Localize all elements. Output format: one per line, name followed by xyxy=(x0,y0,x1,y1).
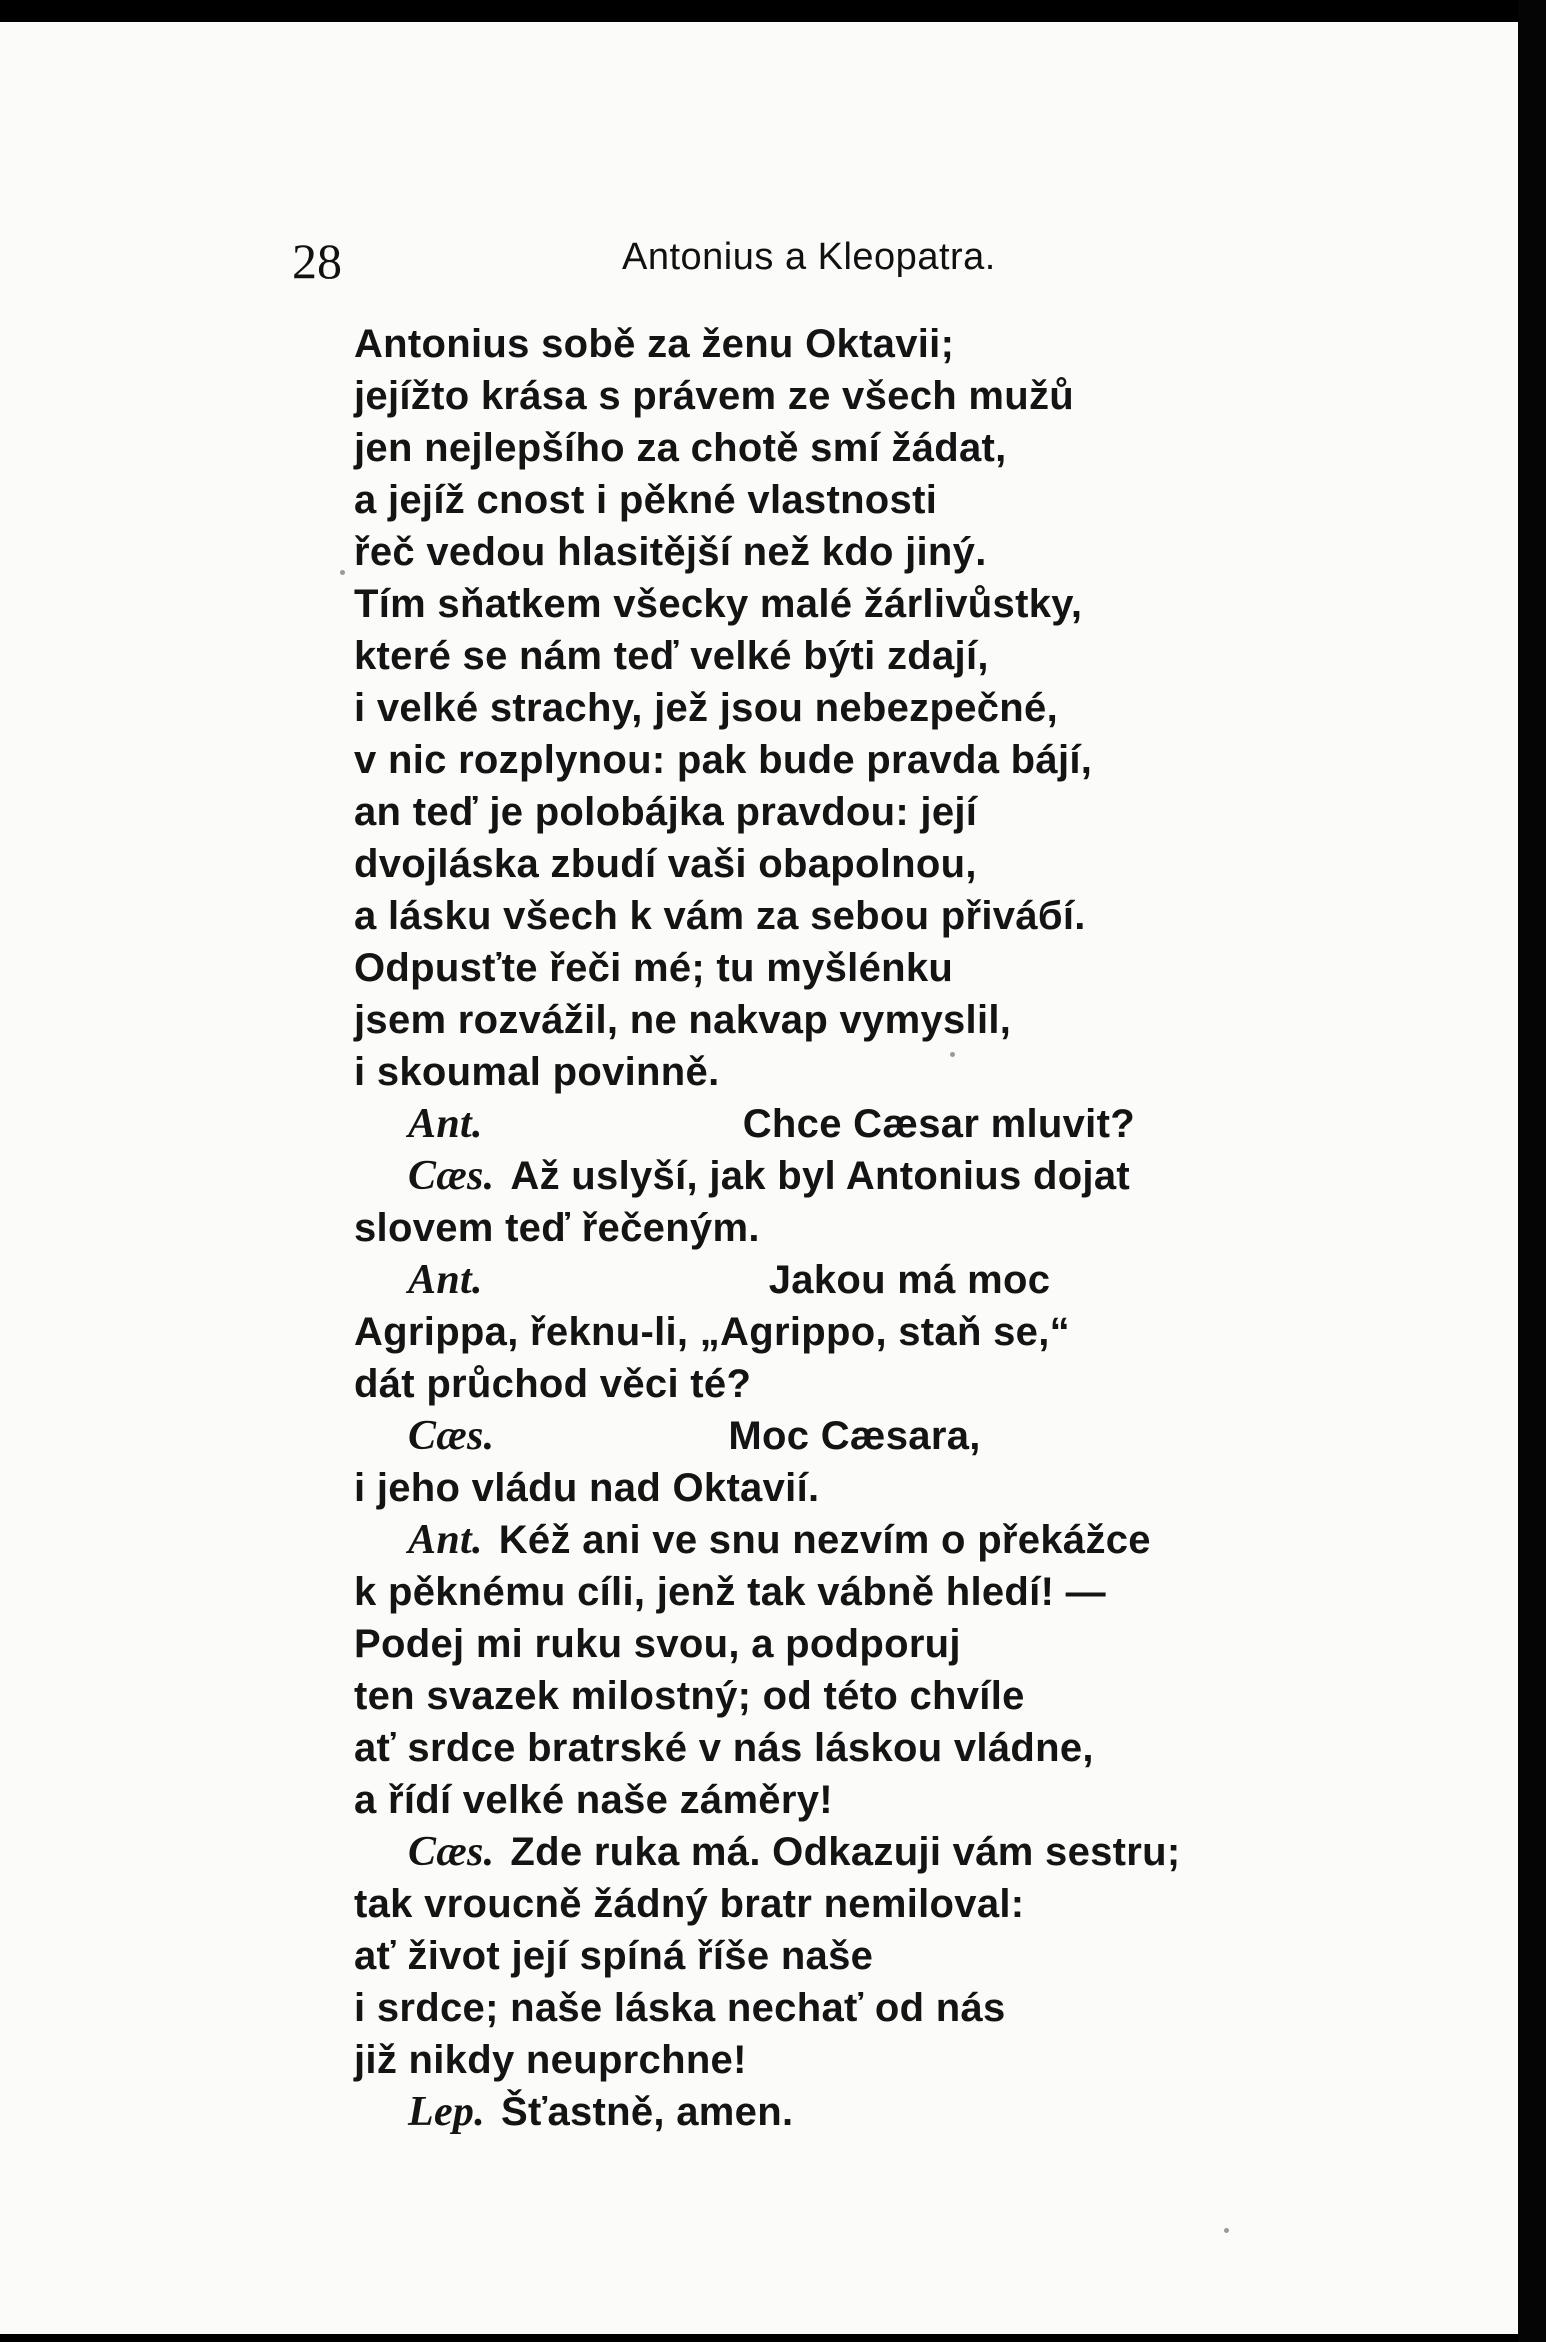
verse-text: Agrippa, řeknu-li, „Agrippo, staň se,“ xyxy=(354,1310,1070,1354)
verse-text: již nikdy neuprchne! xyxy=(354,2038,747,2082)
verse-text: a jejíž cnost i pěkné vlastnosti xyxy=(354,478,938,522)
verse-line xyxy=(354,1566,1254,1618)
verse-text: an teď je polobájka pravdou: její xyxy=(354,790,978,834)
verse-line xyxy=(354,578,1254,630)
verse-text: i srdce; naše láska nechať od nás xyxy=(354,1986,1006,2030)
verse-text: Šťastně, amen. xyxy=(501,2090,794,2134)
verse-text: jen nejlepšího za chotě smí žádat, xyxy=(354,426,1007,470)
verse-body xyxy=(354,318,1254,2138)
verse-text: ten svazek milostný; od této chvíle xyxy=(354,1674,1025,1718)
verse-text: řeč vedou hlasitější než kdo jiný. xyxy=(354,530,987,574)
verse-line xyxy=(354,1358,1254,1410)
speaker-name: Lep. xyxy=(408,2089,485,2135)
verse-line xyxy=(354,1254,1254,1306)
verse-line xyxy=(354,942,1254,994)
verse-text: tak vroucně žádný bratr nemiloval: xyxy=(354,1882,1025,1926)
verse-text: Odpusťte řeči mé; tu myšlénku xyxy=(354,946,954,990)
verse-text: jsem rozvážil, ne nakvap vymyslil, xyxy=(354,998,1012,1042)
speaker-name: Cæs. xyxy=(408,1153,495,1199)
verse-line xyxy=(354,2086,1254,2138)
verse-text: i velké strachy, jež jsou nebezpečné, xyxy=(354,686,1058,730)
verse-line xyxy=(354,1462,1254,1514)
verse-line xyxy=(354,1514,1254,1566)
verse-line xyxy=(354,630,1254,682)
verse-line xyxy=(354,1826,1254,1878)
ink-speck xyxy=(1224,2228,1229,2233)
verse-text: Antonius sobě za ženu Oktavii; xyxy=(354,322,955,366)
verse-text: i skoumal povinně. xyxy=(354,1050,720,1094)
scan-top-border xyxy=(0,0,1546,22)
verse-line xyxy=(354,318,1254,370)
verse-line xyxy=(354,1306,1254,1358)
verse-text: dát průchod věci té? xyxy=(354,1362,752,1406)
speaker-name: Cæs. xyxy=(408,1413,495,1459)
verse-text: jejížto krása s právem ze všech mužů xyxy=(354,374,1075,418)
verse-text: dvojláska zbudí vaši obapolnou, xyxy=(354,842,977,886)
running-title: Antonius a Kleopatra. xyxy=(622,236,996,278)
verse-text: Podej mi ruku svou, a podporuj xyxy=(354,1622,961,1666)
verse-text: k pěknému cíli, jenž tak vábně hledí! — xyxy=(354,1570,1106,1614)
verse-line xyxy=(354,1618,1254,1670)
verse-line xyxy=(354,526,1254,578)
verse-text: Chce Cæsar mluvit? xyxy=(742,1102,1135,1146)
verse-line xyxy=(354,1722,1254,1774)
verse-line xyxy=(354,1878,1254,1930)
verse-text: Kéž ani ve snu nezvím o překážce xyxy=(498,1518,1151,1562)
verse-line xyxy=(354,1410,1254,1462)
verse-line xyxy=(354,1202,1254,1254)
verse-line xyxy=(354,1150,1254,1202)
speaker-name: Ant. xyxy=(408,1517,483,1563)
verse-line xyxy=(354,2034,1254,2086)
verse-text: a lásku všech k vám za sebou přiváбí. xyxy=(354,894,1086,938)
verse-text: Jakou má moc xyxy=(768,1258,1051,1302)
verse-line xyxy=(354,838,1254,890)
verse-line xyxy=(354,890,1254,942)
verse-text: Tím sňatkem všecky malé žárlivůstky, xyxy=(354,582,1083,626)
verse-text: v nic rozplynou: pak bude pravda bájí, xyxy=(354,738,1093,782)
scan-right-border xyxy=(1518,0,1546,2342)
verse-text: i jeho vládu nad Oktavií. xyxy=(354,1466,820,1510)
verse-line xyxy=(354,1930,1254,1982)
ink-speck xyxy=(950,1052,955,1057)
verse-text: které se nám teď velké býti zdají, xyxy=(354,634,989,678)
verse-line xyxy=(354,422,1254,474)
verse-line xyxy=(354,1774,1254,1826)
page-header xyxy=(292,232,1052,292)
speaker-name: Ant. xyxy=(408,1101,483,1147)
verse-text: Až uslyší, jak byl Antonius dojat xyxy=(510,1154,1131,1198)
verse-line xyxy=(354,1098,1254,1150)
verse-line xyxy=(354,370,1254,422)
verse-line xyxy=(354,1670,1254,1722)
verse-line xyxy=(354,734,1254,786)
verse-line xyxy=(354,474,1254,526)
book-page xyxy=(0,22,1518,2334)
speaker-name: Ant. xyxy=(408,1257,483,1303)
verse-text: a řídí velké naše záměry! xyxy=(354,1778,833,1822)
speaker-name: Cæs. xyxy=(408,1829,495,1875)
page-number: 28 xyxy=(292,233,342,289)
verse-line xyxy=(354,1982,1254,2034)
verse-line xyxy=(354,786,1254,838)
verse-text: Moc Cæsara, xyxy=(728,1414,981,1458)
verse-text: ať život její spíná říše naše xyxy=(354,1934,874,1978)
verse-text: ať srdce bratrské v nás láskou vládne, xyxy=(354,1726,1094,1770)
verse-text: slovem teď řečeným. xyxy=(354,1206,760,1250)
verse-line xyxy=(354,1046,1254,1098)
verse-line xyxy=(354,682,1254,734)
ink-speck xyxy=(340,570,345,575)
verse-line xyxy=(354,994,1254,1046)
verse-text: Zde ruka má. Odkazuji vám sestru; xyxy=(510,1830,1181,1874)
